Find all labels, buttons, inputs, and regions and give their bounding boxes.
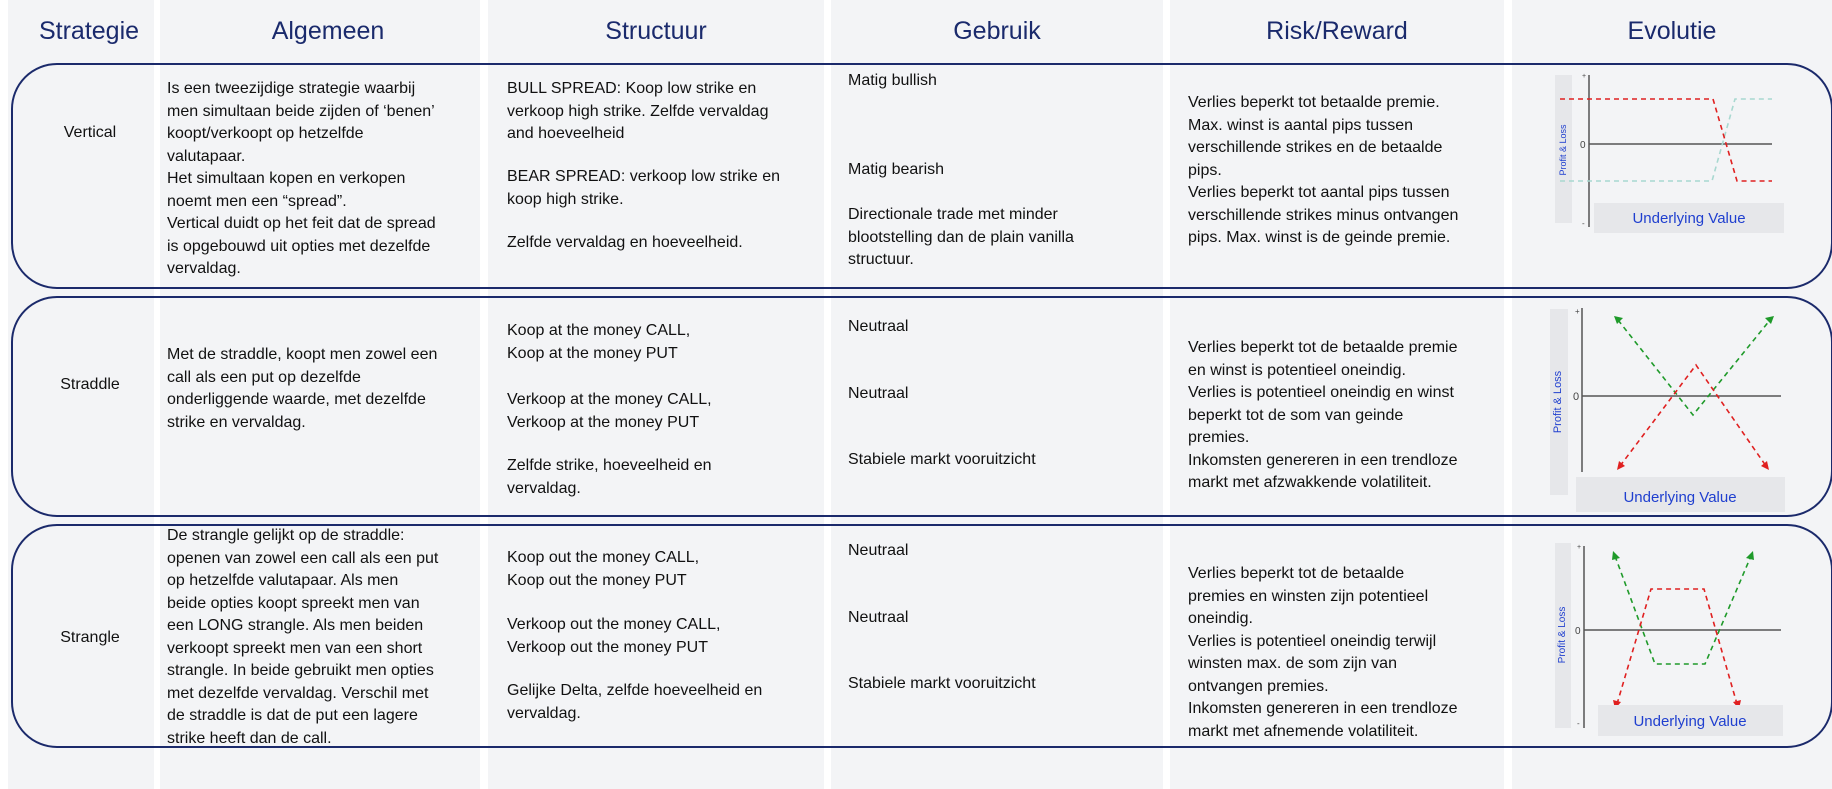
arrowhead	[1612, 551, 1620, 560]
payoff-line-long-strangle	[1617, 589, 1737, 704]
axis-plus: +	[1577, 544, 1582, 551]
header-strategie: Strategie	[38, 16, 140, 45]
payoff-line-bear-spread	[1560, 99, 1772, 181]
payoff-chart-strangle	[1553, 540, 1793, 745]
axis-plus: +	[1582, 73, 1587, 80]
y-axis-label: Profit & Loss	[1558, 124, 1568, 176]
header-structuur: Structuur	[605, 16, 707, 45]
gebruik-text: Stabiele markt vooruitzicht	[848, 675, 1036, 692]
arrowhead	[1761, 461, 1769, 470]
gebruik-text: Directionale trade met minder blootstelling dan de plain vanilla structuur.	[848, 206, 1074, 268]
risk-reward-text: Verlies beperkt tot de betaalde premies en winsten zijn potentieel oneindig. Verlies is potentieel oneindig terwijl winsten max. de som zijn van ontvangen premies. Inkomsten genereren in een trendloze markt met afnemende volatiliteit.	[1188, 565, 1458, 740]
axis-minus: -	[1577, 719, 1580, 728]
axis-plus: +	[1575, 307, 1580, 316]
payoff-line-short-straddle	[1618, 320, 1770, 415]
axis-minus: -	[1582, 219, 1585, 228]
payoff-chart-straddle	[1548, 304, 1788, 512]
algemeen-text: Is een tweezijdige strategie waarbij men simultaan beide zijden of ‘benen’ koopt/verkoopt op hetzelfde valutapaar. Het simultaan kopen en verkopen noemt men een “spread”. Vertical duidt op het feit dat de spread is opgebouwd uit opties met dezelfde vervaldag.	[167, 80, 436, 277]
risk-reward-text: Verlies beperkt tot de betaalde premie en winst is potentieel oneindig. Verlies is potentieel oneindig en winst beperkt tot de som van geinde premies. Inkomsten genereren in een trendloze markt met afzwakkende volatiliteit.	[1188, 339, 1458, 491]
payoff-chart-vertical	[1552, 70, 1792, 240]
structuur-text: BULL SPREAD: Koop low strike en verkoop high strike. Zelfde vervaldag and hoeveelheid	[507, 80, 769, 142]
structuur-text: Zelfde vervaldag en hoeveelheid.	[507, 234, 743, 251]
gebruik-text: Stabiele markt vooruitzicht	[848, 451, 1036, 468]
gebruik-text: Neutraal	[848, 542, 909, 559]
algemeen-text: Met de straddle, koopt men zowel een call als een put op dezelfde onderliggende waarde, met dezelfde strike en vervaldag.	[167, 346, 438, 431]
header-evolutie: Evolutie	[1627, 16, 1717, 45]
strategy-name: Vertical	[63, 124, 117, 141]
x-axis-label: Underlying Value	[1633, 713, 1747, 730]
structuur-text: Verkoop out the money CALL, Verkoop out the money PUT	[507, 616, 721, 656]
gebruik-text: Neutraal	[848, 609, 909, 626]
structuur-text: Koop at the money CALL, Koop at the money PUT	[507, 322, 691, 362]
structuur-text: Gelijke Delta, zelfde hoeveelheid en vervaldag.	[507, 682, 763, 722]
header-algemeen: Algemeen	[271, 16, 385, 45]
algemeen-text: De strangle gelijkt op de straddle: openen van zowel een call als een put op hetzelfde valutapaar. Als men beide opties koopt spreekt men van een LONG strangle. Als men beiden verkoopt spreekt men van een short strangle. In beide gebruikt men opties met dezelfde vervaldag. Verschil met de straddle is dat de put een lagere strike heeft dan de call.	[167, 527, 439, 747]
structuur-text: Zelfde strike, hoeveelheid en vervaldag.	[507, 457, 712, 497]
arrowhead	[1765, 316, 1774, 324]
structuur-text: Koop out the money CALL, Koop out the money PUT	[507, 549, 700, 589]
strategy-name: Strangle	[60, 629, 120, 646]
y-axis-label: Profit & Loss	[1557, 606, 1568, 664]
header-gebruik: Gebruik	[953, 16, 1041, 45]
strategy-name: Straddle	[60, 376, 120, 393]
gebruik-text: Matig bearish	[848, 161, 945, 178]
arrowhead	[1617, 461, 1625, 470]
axis-zero: 0	[1573, 391, 1580, 403]
header-risk-reward: Risk/Reward	[1266, 16, 1408, 45]
payoff-line-bull-spread	[1560, 99, 1772, 181]
structuur-text: Verkoop at the money CALL, Verkoop at the money PUT	[507, 391, 712, 431]
axis-zero: 0	[1575, 626, 1581, 637]
gebruik-text: Neutraal	[848, 318, 909, 335]
gebruik-text: Matig bullish	[848, 72, 937, 89]
x-axis-label: Underlying Value	[1623, 489, 1737, 506]
gebruik-text: Neutraal	[848, 385, 909, 402]
payoff-line-short-strangle	[1615, 556, 1751, 664]
arrowhead	[1614, 316, 1623, 324]
x-axis-label: Underlying Value	[1632, 210, 1746, 227]
axis-zero: 0	[1580, 140, 1586, 151]
risk-reward-text: Verlies beperkt tot betaalde premie. Max. winst is aantal pips tussen verschillende strikes en de betaalde pips. Verlies beperkt tot aantal pips tussen verschillende strikes minus ontvangen pips. Max. winst is de geinde premie.	[1188, 94, 1459, 246]
y-axis-label: Profit & Loss	[1552, 370, 1564, 434]
arrowhead	[1746, 551, 1754, 560]
structuur-text: BEAR SPREAD: verkoop low strike en koop high strike.	[507, 168, 780, 208]
